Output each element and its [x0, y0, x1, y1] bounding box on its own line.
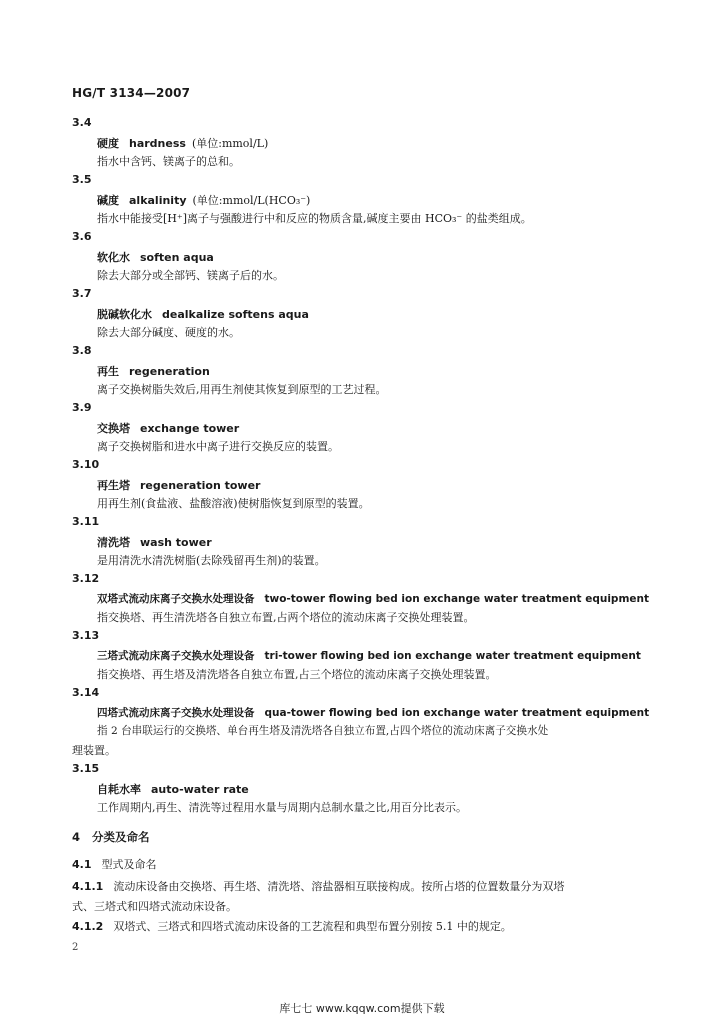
- term-cn: 再生塔: [97, 479, 130, 492]
- term-line: [97, 534, 212, 550]
- term-line: [97, 306, 309, 322]
- paragraph-4-1-2: [72, 918, 512, 934]
- term-cn: 双塔式流动床离子交换水处理设备: [97, 593, 255, 605]
- clause-number: 3.4: [72, 116, 92, 129]
- paragraph-number: 4.1.2: [72, 920, 104, 933]
- term-definition: 离子交换树脂和进水中离子进行交换反应的装置。: [97, 440, 339, 453]
- term-cn: 清洗塔: [97, 536, 130, 549]
- term-line: [97, 249, 214, 265]
- term-en: regeneration tower: [140, 479, 261, 492]
- term-en: dealkalize softens aqua: [162, 308, 309, 321]
- term-line: [97, 420, 239, 436]
- section-number: 4: [72, 830, 81, 844]
- subsection-number: 4.1: [72, 858, 92, 871]
- term-en: soften aqua: [140, 251, 214, 264]
- term-en: qua-tower flowing bed ion exchange water treatment equipment: [264, 707, 650, 719]
- term-line: [97, 135, 268, 151]
- clause-number: 3.12: [72, 572, 100, 585]
- term-line: [97, 192, 310, 208]
- term-en: tri-tower flowing bed ion exchange water treatment equipment: [264, 650, 641, 662]
- term-definition: 离子交换树脂失效后,用再生剂使其恢复到原型的工艺过程。: [97, 383, 387, 396]
- term-en: alkalinity: [129, 194, 187, 207]
- paragraph-text: 双塔式、三塔式和四塔式流动床设备的工艺流程和典型布置分别按 5.1 中的规定。: [113, 920, 512, 933]
- clause-number: 3.9: [72, 401, 92, 414]
- term-cn: 脱碱软化水: [97, 308, 152, 321]
- term-en: auto-water rate: [151, 783, 249, 796]
- term-cn: 再生: [97, 365, 119, 378]
- term-cn: 三塔式流动床离子交换水处理设备: [97, 650, 255, 662]
- term-definition: 指水中能接受[H⁺]离子与强酸进行中和反应的物质含量,碱度主要由 HCO₃⁻ 的盐类组成。: [97, 212, 532, 225]
- clause-number: 3.7: [72, 287, 92, 300]
- term-line: [97, 648, 641, 663]
- clause-number: 3.11: [72, 515, 100, 528]
- term-line: [97, 781, 249, 797]
- standard-header: HG/T 3134—2007: [72, 86, 191, 100]
- term-unit: (单位:mmol/L): [191, 137, 269, 150]
- clause-number: 3.6: [72, 230, 92, 243]
- term-cn: 硬度: [97, 137, 119, 150]
- term-definition-continued: 理装置。: [72, 744, 116, 757]
- term-line: [97, 477, 260, 493]
- clause-number: 3.10: [72, 458, 100, 471]
- term-definition: 用再生剂(食盐液、盐酸溶液)使树脂恢复到原型的装置。: [97, 497, 370, 510]
- paragraph-number: 4.1.1: [72, 880, 104, 893]
- term-en: two-tower flowing bed ion exchange water treatment equipment: [264, 593, 650, 605]
- term-definition: 是用清洗水清洗树脂(去除残留再生剂)的装置。: [97, 554, 326, 567]
- download-footer: 库七七 www.kqqw.com提供下载: [279, 1002, 445, 1015]
- clause-number: 3.5: [72, 173, 92, 186]
- term-cn: 自耗水率: [97, 783, 141, 796]
- term-definition: 除去大部分或全部钙、镁离子后的水。: [97, 269, 284, 282]
- term-definition: 指水中含钙、镁离子的总和。: [97, 155, 240, 168]
- clause-number: 3.8: [72, 344, 92, 357]
- paragraph-4-1-1: [72, 878, 564, 894]
- term-cn: 四塔式流动床离子交换水处理设备: [97, 707, 255, 719]
- term-en: regeneration: [129, 365, 210, 378]
- term-line: [97, 363, 210, 379]
- term-en: exchange tower: [140, 422, 240, 435]
- clause-number: 3.14: [72, 686, 100, 699]
- term-cn: 交换塔: [97, 422, 130, 435]
- page-number: 2: [72, 942, 79, 953]
- term-unit: (单位:mmol/L(HCO₃⁻): [192, 194, 311, 207]
- term-definition: 指交换塔、再生塔及清洗塔各自独立布置,占三个塔位的流动床离子交换处理装置。: [97, 668, 497, 681]
- section-heading: [72, 829, 150, 845]
- term-definition: 除去大部分碱度、硬度的水。: [97, 326, 240, 339]
- term-definition: 工作周期内,再生、清洗等过程用水量与周期内总制水量之比,用百分比表示。: [97, 801, 467, 814]
- term-definition: 指 2 台串联运行的交换塔、单台再生塔及清洗塔各自独立布置,占四个塔位的流动床离子交换水处: [97, 725, 549, 737]
- paragraph-text: 流动床设备由交换塔、再生塔、清洗塔、溶盐器相互联接构成。按所占塔的位置数量分为双塔: [113, 880, 565, 893]
- clause-number: 3.15: [72, 762, 100, 775]
- term-line: [97, 705, 649, 720]
- term-definition: 指交换塔、再生清洗塔各自独立布置,占两个塔位的流动床离子交换处理装置。: [97, 611, 475, 624]
- term-cn: 碱度: [97, 194, 119, 207]
- term-en: hardness: [129, 137, 186, 150]
- paragraph-continued: 式、三塔式和四塔式流动床设备。: [72, 900, 237, 913]
- section-title: 分类及命名: [92, 830, 150, 844]
- term-line: [97, 591, 649, 606]
- subsection-heading: [72, 856, 157, 872]
- clause-number: 3.13: [72, 629, 100, 642]
- subsection-title: 型式及命名: [101, 858, 157, 871]
- term-en: wash tower: [140, 536, 212, 549]
- term-cn: 软化水: [97, 251, 130, 264]
